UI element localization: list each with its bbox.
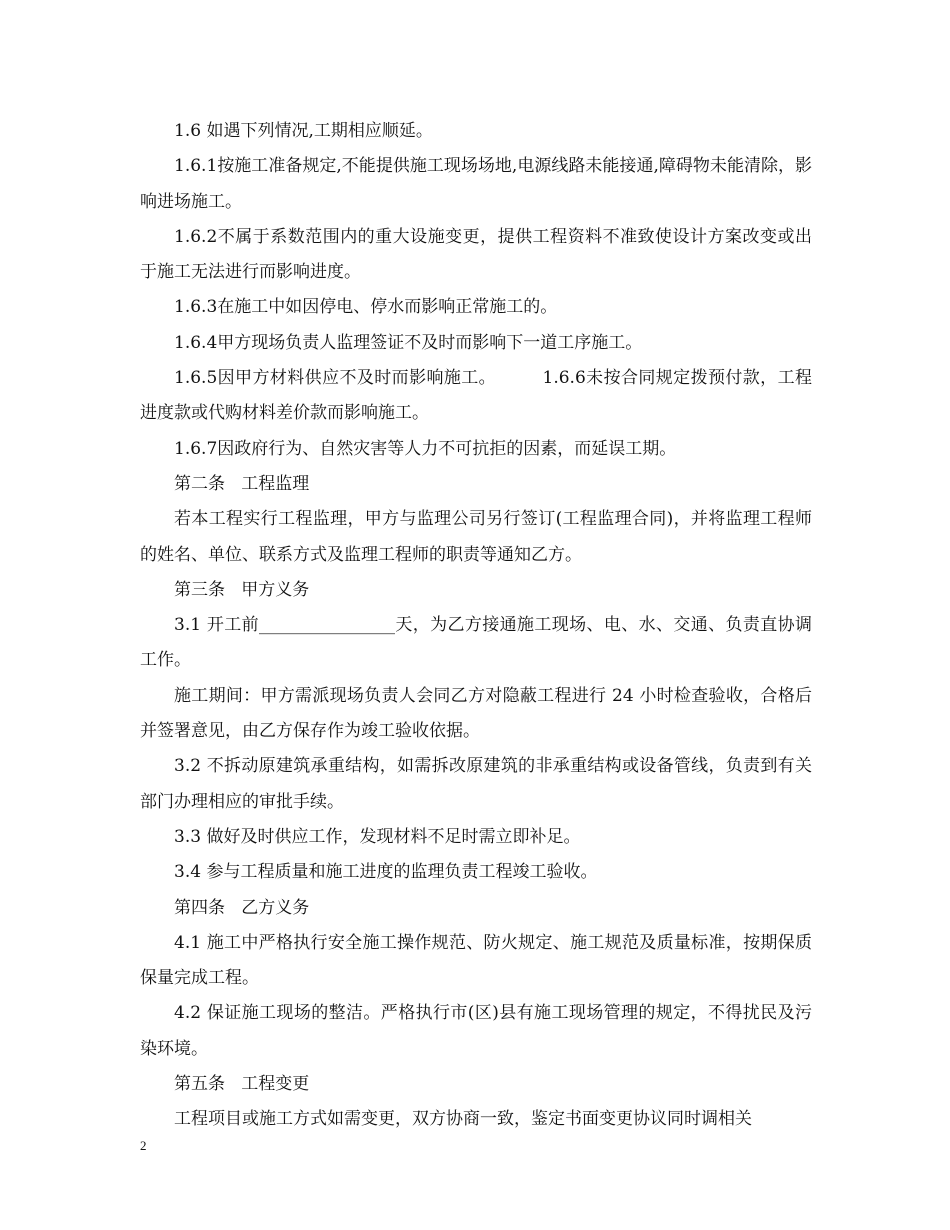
clause-4-1: 4.1 施工中严格执行安全施工操作规范、防火规定、施工规范及质量标准，按期保质保量完成工程。 bbox=[140, 932, 812, 989]
clause-3-1: 3.1 开工前________________天，为乙方接通施工现场、电、水、交通、负责直协调工作。 bbox=[140, 615, 812, 671]
clause-1-6-2: 1.6.2不属于系数范围内的重大设施变更，提供工程资料不准致使设计方案改变或出于施工无法进行而影响进度。 bbox=[140, 226, 812, 283]
article-4-heading: 第四条 乙方义务 bbox=[174, 897, 310, 918]
construction-period-paragraph: 施工期间：甲方需派现场负责人会同乙方对隐蔽工程进行 24 小时检查验收，合格后并签署意见，由乙方保存作为竣工验收依据。 bbox=[140, 685, 812, 742]
article-5-heading: 第五条 工程变更 bbox=[174, 1074, 310, 1095]
page-number: 2 bbox=[140, 1138, 147, 1153]
document-body bbox=[140, 114, 812, 1138]
clause-3-4: 3.4 参与工程质量和施工进度的监理负责工程竣工验收。 bbox=[174, 862, 598, 883]
article-2-heading: 第二条 工程监理 bbox=[174, 473, 310, 494]
article-3-heading: 第三条 甲方义务 bbox=[174, 579, 310, 600]
clause-3-3: 3.3 做好及时供应工作，发现材料不足时需立即补足。 bbox=[174, 826, 581, 847]
clause-1-6-5-and-1-6-6: 1.6.5因甲方材料供应不及时而影响施工。 1.6.6未按合同规定拨预付款，工程进度款或代购材料差价款而影响施工。 bbox=[140, 368, 812, 424]
article-5-body: 工程项目或施工方式如需变更，双方协商一致，鉴定书面变更协议同时调相关 bbox=[174, 1109, 752, 1130]
clause-1-6-4: 1.6.4甲方现场负责人监理签证不及时而影响下一道工序施工。 bbox=[174, 332, 643, 353]
clause-1-6: 1.6 如遇下列情况,工期相应顺延。 bbox=[174, 121, 433, 141]
clause-4-2: 4.2 保证施工现场的整洁。严格执行市(区)县有施工现场管理的规定，不得扰民及污染环境。 bbox=[140, 1003, 812, 1059]
clause-1-6-1: 1.6.1按施工准备规定,不能提供施工现场场地,电源线路未能接通,障碍物未能清除，影响进场施工。 bbox=[140, 156, 812, 212]
article-2-body: 若本工程实行工程监理，甲方与监理公司另行签订(工程监理合同)，并将监理工程师的姓名、单位、联系方式及监理工程师的职责等通知乙方。 bbox=[140, 509, 812, 565]
clause-3-2: 3.2 不拆动原建筑承重结构，如需拆改原建筑的非承重结构或设备管线，负责到有关部门办理相应的审批手续。 bbox=[140, 756, 812, 812]
clause-1-6-7: 1.6.7因政府行为、自然灾害等人力不可抗拒的因素，而延误工期。 bbox=[174, 438, 677, 459]
clause-1-6-3: 1.6.3在施工中如因停电、停水而影响正常施工的。 bbox=[174, 297, 558, 318]
